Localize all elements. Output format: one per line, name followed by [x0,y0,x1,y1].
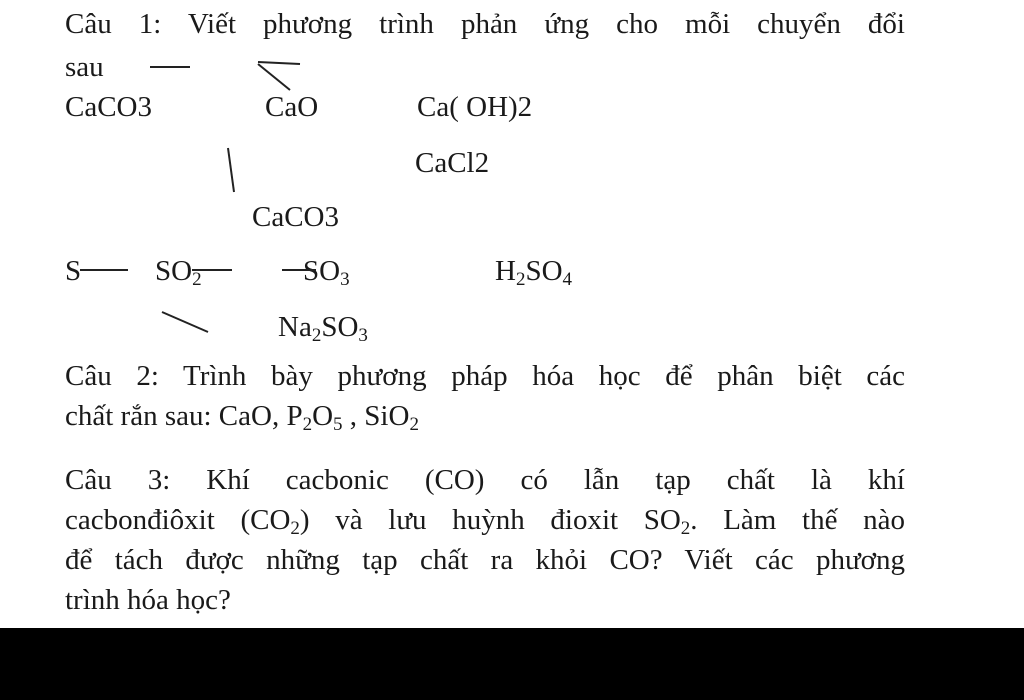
question-1-line-2: sau [65,51,104,83]
arrow-so2-na2so3 [162,312,208,332]
chain1-cacl2: CaCl2 [415,147,490,179]
question-3-line-3: để tách được những tạp chất ra khỏi CO? Viết các phương [65,544,905,576]
question-2-line-1: Câu 2: Trình bày phương pháp hóa học để phân biệt các [65,360,905,392]
chain2-na2so3: $Na_2SO_3$ [278,311,368,346]
question-2 [65,356,905,436]
question-1-line-1: Câu 1: Viết phương trình phản ứng cho mỗi chuyển đổi [65,8,905,40]
arrow-cao-diag [258,64,290,90]
black-band [0,628,1024,700]
arrow-cao-top [258,62,300,64]
chain1-caco3-end: CaCO3 [252,201,339,233]
question-3-line-1: Câu 3: Khí cacbonic (CO) có lẫn tạp chất là khí [65,464,905,496]
chain2-h2so4: $H_2SO_4$ [495,255,573,290]
question-3-line-4: trình hóa học? [65,584,231,616]
chain2-s: S [65,255,82,287]
chain2-so2: $SO_2$ [155,255,202,290]
chain1-cao: CaO [265,91,319,123]
question-2-line-2: chất rắn sau: CaO, $P_2O_5$ , SiO$_2$ [65,400,419,435]
chain1-caoh2: Ca( OH)2 [417,91,533,123]
question-3 [65,460,905,620]
arrow-cao-caco3 [228,148,234,192]
chain2-so3: $SO_3$ [303,255,350,290]
chain1-caco3-start: CaCO3 [65,91,152,123]
question-3-line-2: cacbonđiôxit $(CO_2)$ và lưu huỳnh đioxit $SO_2$. Làm thế nào [65,504,905,539]
